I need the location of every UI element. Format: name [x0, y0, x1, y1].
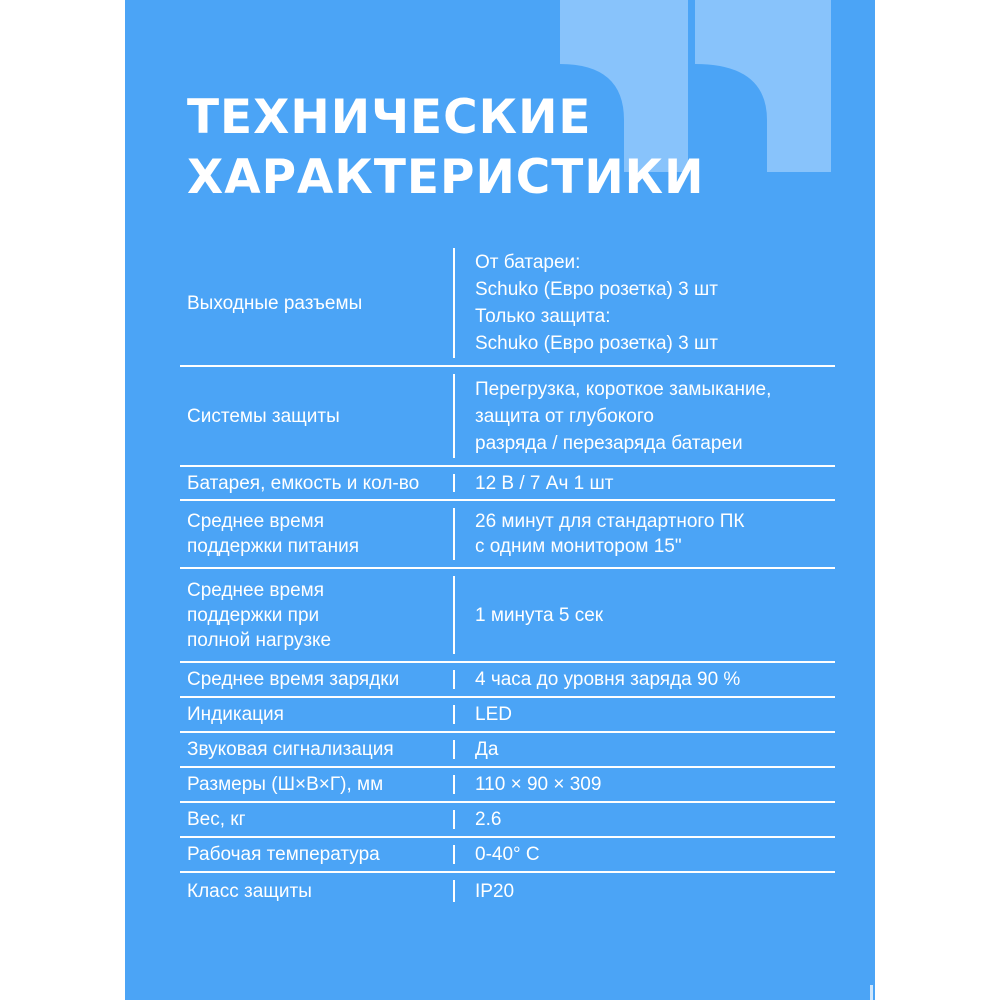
spec-value — [455, 569, 835, 661]
spec-value-line: 2.6 — [475, 809, 502, 830]
spec-table — [180, 241, 835, 909]
spec-value-line: с одним монитором 15" — [475, 536, 682, 557]
corner-mark — [870, 985, 873, 1000]
spec-value — [455, 698, 835, 731]
spec-value-line: 1 минута 5 сек — [475, 604, 604, 626]
page-title-line-2: ХАРАКТЕРИСТИКИ — [187, 150, 705, 205]
spec-value-line: Перегрузка, короткое замыкание, — [475, 378, 772, 400]
spec-value — [455, 838, 835, 871]
quote-mark-right-icon — [695, 0, 831, 172]
spec-value-line: 110 × 90 × 309 — [475, 774, 602, 795]
spec-value — [455, 733, 835, 766]
spec-row-protection-systems — [180, 365, 835, 465]
spec-value — [455, 803, 835, 836]
spec-label — [180, 241, 453, 365]
spec-row-weight — [180, 801, 835, 836]
spec-label-line: Среднее время зарядки — [187, 669, 400, 690]
spec-label — [180, 501, 453, 567]
spec-value-line: IP20 — [475, 880, 515, 902]
spec-label-line: Индикация — [187, 704, 284, 725]
spec-label-line: Вес, кг — [187, 809, 246, 830]
spec-value-line: 12 В / 7 Ач 1 шт — [475, 472, 614, 494]
spec-label-line: Звуковая сигнализация — [187, 739, 394, 760]
spec-label-line: поддержки питания — [187, 536, 360, 557]
spec-value — [455, 241, 835, 365]
spec-row-battery — [180, 465, 835, 499]
spec-value-line: От батареи: — [475, 252, 581, 273]
spec-value-line: Schuko (Евро розетка) 3 шт — [475, 333, 718, 354]
spec-value — [455, 467, 835, 499]
spec-label-line: Батарея, емкость и кол-во — [187, 472, 420, 494]
spec-row-protection-class — [180, 871, 835, 909]
spec-label-line: Среднее время — [187, 579, 325, 601]
spec-label-line: полной нагрузке — [187, 629, 332, 651]
spec-label — [180, 698, 453, 731]
spec-label — [180, 467, 453, 499]
spec-label — [180, 733, 453, 766]
spec-value-line: Да — [475, 739, 499, 760]
spec-value-line: 26 минут для стандартного ПК — [475, 511, 745, 532]
spec-value — [455, 501, 835, 567]
spec-card — [125, 0, 875, 1000]
spec-value — [455, 873, 835, 909]
spec-value-line: LED — [475, 704, 512, 725]
spec-row-sound-alarm — [180, 731, 835, 766]
spec-row-charging-time — [180, 661, 835, 696]
spec-label — [180, 569, 453, 661]
spec-value — [455, 367, 835, 465]
spec-label-line: Рабочая температура — [187, 844, 380, 865]
spec-value — [455, 768, 835, 801]
spec-label — [180, 367, 453, 465]
spec-value-line: защита от глубокого — [475, 405, 654, 427]
spec-label-line: поддержки при — [187, 604, 320, 626]
spec-value — [455, 663, 835, 696]
spec-row-full-load-time — [180, 567, 835, 661]
spec-row-backup-time — [180, 499, 835, 567]
spec-label-line: Системы защиты — [187, 405, 340, 427]
spec-value-line: 4 часа до уровня заряда 90 % — [475, 669, 741, 690]
spec-row-indication — [180, 696, 835, 731]
page-title-line-1: ТЕХНИЧЕСКИЕ — [187, 90, 592, 145]
spec-value-line: Только защита: — [475, 306, 611, 327]
spec-label — [180, 838, 453, 871]
spec-row-output-sockets — [180, 241, 835, 365]
spec-label-line: Выходные разъемы — [187, 292, 363, 314]
spec-value-line: 0-40° С — [475, 844, 540, 865]
spec-label-line: Размеры (Ш×В×Г), мм — [187, 774, 384, 795]
spec-label — [180, 803, 453, 836]
spec-label-line: Среднее время — [187, 511, 325, 532]
spec-label — [180, 768, 453, 801]
page-title — [187, 88, 704, 208]
spec-label — [180, 663, 453, 696]
spec-row-dimensions — [180, 766, 835, 801]
spec-value-line: Schuko (Евро розетка) 3 шт — [475, 279, 718, 300]
spec-row-operating-temperature — [180, 836, 835, 871]
spec-value-line: разряда / перезаряда батареи — [475, 432, 743, 454]
spec-label — [180, 873, 453, 909]
spec-label-line: Класс защиты — [187, 880, 312, 902]
